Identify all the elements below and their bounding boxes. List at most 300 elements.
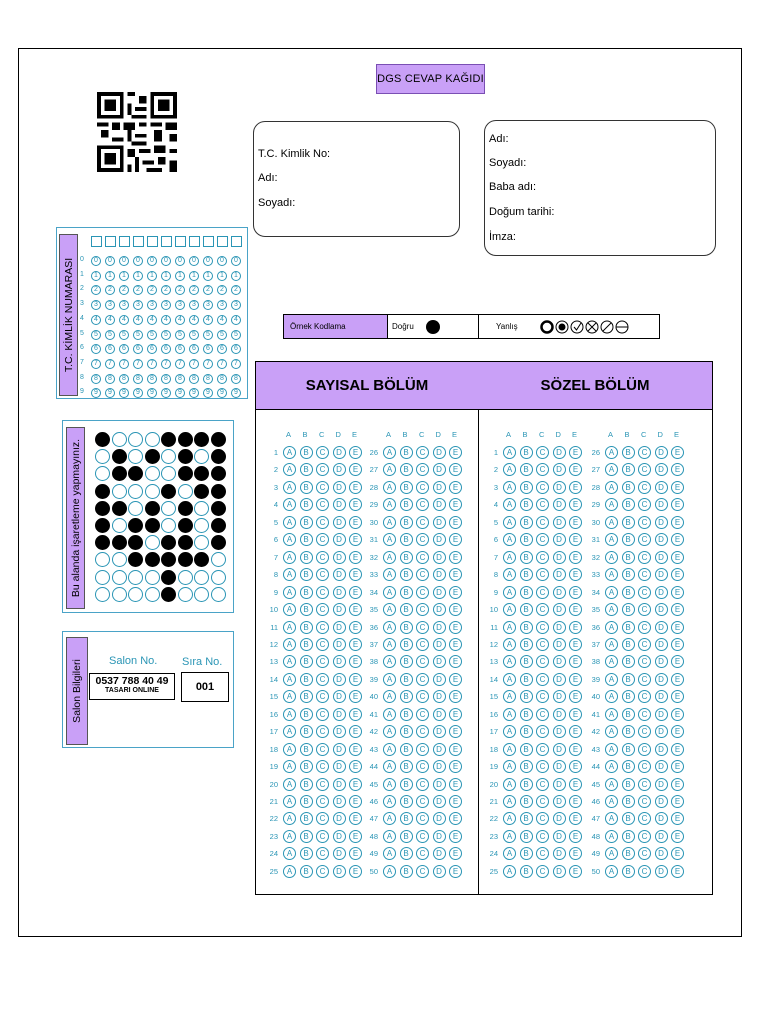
answer-bubble[interactable]: A	[283, 795, 296, 808]
answer-bubble[interactable]: D	[655, 481, 668, 494]
answer-bubble[interactable]: C	[316, 638, 329, 651]
answer-bubble[interactable]: C	[416, 533, 429, 546]
tc-digit-box[interactable]	[147, 236, 158, 247]
answer-bubble[interactable]: A	[283, 621, 296, 634]
answer-bubble[interactable]: C	[316, 812, 329, 825]
answer-bubble[interactable]: D	[553, 795, 566, 808]
answer-bubble[interactable]: B	[622, 795, 635, 808]
answer-bubble[interactable]: A	[383, 760, 396, 773]
answer-bubble[interactable]: A	[605, 760, 618, 773]
answer-bubble[interactable]: C	[536, 551, 549, 564]
answer-bubble[interactable]: B	[520, 725, 533, 738]
answer-bubble[interactable]: D	[655, 865, 668, 878]
answer-bubble[interactable]: A	[383, 830, 396, 843]
tc-digit-bubble[interactable]: 9	[105, 388, 115, 398]
answer-bubble[interactable]: D	[553, 481, 566, 494]
answer-bubble[interactable]: B	[520, 446, 533, 459]
answer-bubble[interactable]: C	[316, 690, 329, 703]
answer-bubble[interactable]: A	[283, 673, 296, 686]
tc-digit-box[interactable]	[175, 236, 186, 247]
tc-digit-box[interactable]	[161, 236, 172, 247]
answer-bubble[interactable]: B	[300, 655, 313, 668]
answer-bubble[interactable]: B	[400, 481, 413, 494]
answer-bubble[interactable]: E	[349, 847, 362, 860]
tc-digit-bubble[interactable]: 8	[217, 374, 227, 384]
tc-digit-bubble[interactable]: 2	[231, 285, 241, 295]
answer-bubble[interactable]: A	[605, 568, 618, 581]
answer-bubble[interactable]: D	[655, 847, 668, 860]
answer-bubble[interactable]: A	[605, 655, 618, 668]
answer-bubble[interactable]: C	[638, 847, 651, 860]
answer-bubble[interactable]: E	[449, 812, 462, 825]
answer-bubble[interactable]: C	[638, 795, 651, 808]
answer-bubble[interactable]: A	[503, 760, 516, 773]
answer-bubble[interactable]: C	[316, 498, 329, 511]
answer-bubble[interactable]: D	[433, 446, 446, 459]
answer-bubble[interactable]: E	[449, 603, 462, 616]
answer-bubble[interactable]: A	[283, 760, 296, 773]
tc-digit-bubble[interactable]: 8	[203, 374, 213, 384]
answer-bubble[interactable]: C	[416, 690, 429, 703]
tc-digit-bubble[interactable]: 0	[203, 256, 213, 266]
answer-bubble[interactable]: A	[383, 812, 396, 825]
answer-bubble[interactable]: E	[671, 463, 684, 476]
tc-digit-bubble[interactable]: 9	[231, 388, 241, 398]
answer-bubble[interactable]: A	[383, 655, 396, 668]
answer-bubble[interactable]: B	[520, 621, 533, 634]
answer-bubble[interactable]: A	[383, 533, 396, 546]
answer-bubble[interactable]: C	[316, 865, 329, 878]
answer-bubble[interactable]: E	[449, 690, 462, 703]
tc-digit-bubble[interactable]: 5	[91, 330, 101, 340]
answer-bubble[interactable]: A	[605, 463, 618, 476]
answer-bubble[interactable]: D	[655, 498, 668, 511]
tc-digit-bubble[interactable]: 8	[161, 374, 171, 384]
answer-bubble[interactable]: E	[671, 812, 684, 825]
answer-bubble[interactable]: D	[433, 638, 446, 651]
answer-bubble[interactable]: B	[622, 516, 635, 529]
answer-bubble[interactable]: E	[349, 830, 362, 843]
answer-bubble[interactable]: B	[520, 847, 533, 860]
answer-bubble[interactable]: D	[433, 708, 446, 721]
answer-bubble[interactable]: A	[503, 603, 516, 616]
answer-bubble[interactable]: A	[283, 463, 296, 476]
answer-bubble[interactable]: E	[349, 533, 362, 546]
answer-bubble[interactable]: D	[553, 446, 566, 459]
answer-bubble[interactable]: C	[638, 638, 651, 651]
answer-bubble[interactable]: B	[300, 621, 313, 634]
answer-bubble[interactable]: B	[300, 760, 313, 773]
answer-bubble[interactable]: B	[300, 638, 313, 651]
answer-bubble[interactable]: C	[416, 498, 429, 511]
tc-digit-box[interactable]	[231, 236, 242, 247]
answer-bubble[interactable]: A	[605, 690, 618, 703]
answer-bubble[interactable]: D	[553, 778, 566, 791]
answer-bubble[interactable]: C	[536, 533, 549, 546]
answer-bubble[interactable]: D	[655, 603, 668, 616]
answer-bubble[interactable]: D	[333, 568, 346, 581]
answer-bubble[interactable]: B	[400, 498, 413, 511]
tc-digit-bubble[interactable]: 2	[175, 285, 185, 295]
answer-bubble[interactable]: C	[416, 708, 429, 721]
tc-digit-box[interactable]	[189, 236, 200, 247]
answer-bubble[interactable]: C	[416, 795, 429, 808]
tc-digit-bubble[interactable]: 2	[217, 285, 227, 295]
answer-bubble[interactable]: D	[553, 830, 566, 843]
answer-bubble[interactable]: C	[638, 812, 651, 825]
tc-digit-bubble[interactable]: 3	[189, 300, 199, 310]
tc-digit-bubble[interactable]: 5	[105, 330, 115, 340]
answer-bubble[interactable]: B	[300, 812, 313, 825]
answer-bubble[interactable]: A	[283, 498, 296, 511]
answer-bubble[interactable]: A	[383, 673, 396, 686]
answer-bubble[interactable]: D	[553, 690, 566, 703]
answer-bubble[interactable]: B	[520, 690, 533, 703]
answer-bubble[interactable]: A	[283, 847, 296, 860]
answer-bubble[interactable]: B	[300, 865, 313, 878]
answer-bubble[interactable]: C	[536, 463, 549, 476]
answer-bubble[interactable]: D	[553, 586, 566, 599]
answer-bubble[interactable]: B	[622, 655, 635, 668]
answer-bubble[interactable]: B	[520, 778, 533, 791]
answer-bubble[interactable]: E	[671, 655, 684, 668]
answer-bubble[interactable]: D	[553, 847, 566, 860]
answer-bubble[interactable]: B	[400, 743, 413, 756]
answer-bubble[interactable]: E	[671, 568, 684, 581]
answer-bubble[interactable]: C	[638, 778, 651, 791]
answer-bubble[interactable]: D	[333, 481, 346, 494]
tc-digit-bubble[interactable]: 3	[147, 300, 157, 310]
answer-bubble[interactable]: B	[520, 498, 533, 511]
answer-bubble[interactable]: E	[671, 603, 684, 616]
answer-bubble[interactable]: B	[622, 446, 635, 459]
answer-bubble[interactable]: B	[400, 655, 413, 668]
answer-bubble[interactable]: A	[283, 725, 296, 738]
answer-bubble[interactable]: D	[333, 795, 346, 808]
answer-bubble[interactable]: A	[605, 847, 618, 860]
answer-bubble[interactable]: E	[349, 795, 362, 808]
answer-bubble[interactable]: E	[349, 463, 362, 476]
answer-bubble[interactable]: E	[349, 778, 362, 791]
answer-bubble[interactable]: B	[622, 498, 635, 511]
answer-bubble[interactable]: C	[536, 847, 549, 860]
answer-bubble[interactable]: E	[569, 760, 582, 773]
answer-bubble[interactable]: B	[520, 830, 533, 843]
answer-bubble[interactable]: E	[449, 481, 462, 494]
answer-bubble[interactable]: D	[655, 812, 668, 825]
answer-bubble[interactable]: E	[349, 586, 362, 599]
answer-bubble[interactable]: E	[569, 463, 582, 476]
tc-digit-bubble[interactable]: 7	[203, 359, 213, 369]
answer-bubble[interactable]: D	[553, 533, 566, 546]
answer-bubble[interactable]: E	[449, 760, 462, 773]
answer-bubble[interactable]: A	[383, 568, 396, 581]
answer-bubble[interactable]: C	[536, 586, 549, 599]
answer-bubble[interactable]: C	[316, 673, 329, 686]
answer-bubble[interactable]: C	[536, 795, 549, 808]
answer-bubble[interactable]: D	[433, 830, 446, 843]
tc-digit-bubble[interactable]: 4	[91, 315, 101, 325]
answer-bubble[interactable]: E	[349, 638, 362, 651]
answer-bubble[interactable]: A	[503, 463, 516, 476]
tc-digit-bubble[interactable]: 8	[175, 374, 185, 384]
tc-digit-bubble[interactable]: 4	[133, 315, 143, 325]
answer-bubble[interactable]: E	[449, 655, 462, 668]
answer-bubble[interactable]: D	[655, 463, 668, 476]
answer-bubble[interactable]: C	[316, 760, 329, 773]
answer-bubble[interactable]: A	[283, 481, 296, 494]
answer-bubble[interactable]: D	[553, 655, 566, 668]
answer-bubble[interactable]: D	[655, 638, 668, 651]
answer-bubble[interactable]: A	[283, 516, 296, 529]
answer-bubble[interactable]: C	[638, 830, 651, 843]
answer-bubble[interactable]: E	[569, 812, 582, 825]
answer-bubble[interactable]: D	[433, 795, 446, 808]
answer-bubble[interactable]: D	[655, 743, 668, 756]
answer-bubble[interactable]: A	[605, 603, 618, 616]
answer-bubble[interactable]: D	[433, 516, 446, 529]
answer-bubble[interactable]: D	[333, 812, 346, 825]
answer-bubble[interactable]: B	[300, 847, 313, 860]
answer-bubble[interactable]: D	[333, 621, 346, 634]
answer-bubble[interactable]: A	[605, 795, 618, 808]
answer-bubble[interactable]: A	[383, 638, 396, 651]
answer-bubble[interactable]: D	[655, 621, 668, 634]
tc-digit-box[interactable]	[119, 236, 130, 247]
answer-bubble[interactable]: C	[536, 865, 549, 878]
answer-bubble[interactable]: D	[433, 690, 446, 703]
answer-bubble[interactable]: E	[569, 673, 582, 686]
answer-bubble[interactable]: A	[605, 498, 618, 511]
answer-bubble[interactable]: E	[671, 725, 684, 738]
tc-digit-bubble[interactable]: 5	[133, 330, 143, 340]
tc-digit-bubble[interactable]: 0	[119, 256, 129, 266]
answer-bubble[interactable]: A	[383, 743, 396, 756]
answer-bubble[interactable]: B	[622, 812, 635, 825]
answer-bubble[interactable]: C	[416, 621, 429, 634]
answer-bubble[interactable]: D	[433, 743, 446, 756]
tc-digit-bubble[interactable]: 1	[203, 271, 213, 281]
answer-bubble[interactable]: B	[400, 725, 413, 738]
answer-bubble[interactable]: C	[416, 568, 429, 581]
answer-bubble[interactable]: A	[383, 586, 396, 599]
answer-bubble[interactable]: A	[283, 551, 296, 564]
answer-bubble[interactable]: A	[605, 830, 618, 843]
tc-digit-bubble[interactable]: 9	[203, 388, 213, 398]
answer-bubble[interactable]: C	[638, 673, 651, 686]
answer-bubble[interactable]: D	[433, 865, 446, 878]
answer-bubble[interactable]: A	[605, 812, 618, 825]
answer-bubble[interactable]: B	[400, 847, 413, 860]
answer-bubble[interactable]: D	[433, 673, 446, 686]
answer-bubble[interactable]: B	[300, 603, 313, 616]
answer-bubble[interactable]: E	[671, 847, 684, 860]
tc-digit-bubble[interactable]: 9	[91, 388, 101, 398]
answer-bubble[interactable]: D	[433, 847, 446, 860]
answer-bubble[interactable]: E	[349, 603, 362, 616]
answer-bubble[interactable]: E	[349, 743, 362, 756]
answer-bubble[interactable]: E	[449, 568, 462, 581]
answer-bubble[interactable]: A	[605, 621, 618, 634]
tc-digit-bubble[interactable]: 1	[147, 271, 157, 281]
answer-bubble[interactable]: E	[569, 725, 582, 738]
answer-bubble[interactable]: E	[671, 621, 684, 634]
answer-bubble[interactable]: C	[416, 446, 429, 459]
answer-bubble[interactable]: E	[671, 830, 684, 843]
tc-digit-bubble[interactable]: 7	[119, 359, 129, 369]
answer-bubble[interactable]: A	[383, 463, 396, 476]
answer-bubble[interactable]: B	[400, 708, 413, 721]
tc-digit-bubble[interactable]: 3	[133, 300, 143, 310]
answer-bubble[interactable]: B	[400, 621, 413, 634]
answer-bubble[interactable]: E	[449, 463, 462, 476]
tc-digit-bubble[interactable]: 5	[119, 330, 129, 340]
answer-bubble[interactable]: E	[449, 621, 462, 634]
answer-bubble[interactable]: D	[655, 586, 668, 599]
answer-bubble[interactable]: E	[671, 516, 684, 529]
answer-bubble[interactable]: A	[605, 586, 618, 599]
answer-bubble[interactable]: D	[655, 830, 668, 843]
answer-bubble[interactable]: A	[503, 690, 516, 703]
answer-bubble[interactable]: C	[536, 621, 549, 634]
tc-digit-bubble[interactable]: 7	[217, 359, 227, 369]
answer-bubble[interactable]: C	[638, 725, 651, 738]
answer-bubble[interactable]: C	[316, 743, 329, 756]
answer-bubble[interactable]: B	[300, 551, 313, 564]
answer-bubble[interactable]: E	[449, 551, 462, 564]
tc-digit-bubble[interactable]: 1	[189, 271, 199, 281]
answer-bubble[interactable]: D	[553, 551, 566, 564]
tc-digit-bubble[interactable]: 2	[189, 285, 199, 295]
answer-bubble[interactable]: B	[622, 621, 635, 634]
answer-bubble[interactable]: C	[536, 778, 549, 791]
answer-bubble[interactable]: B	[300, 463, 313, 476]
tc-digit-bubble[interactable]: 7	[231, 359, 241, 369]
answer-bubble[interactable]: A	[383, 725, 396, 738]
answer-bubble[interactable]: A	[383, 795, 396, 808]
answer-bubble[interactable]: D	[333, 498, 346, 511]
answer-bubble[interactable]: D	[433, 498, 446, 511]
tc-digit-bubble[interactable]: 2	[133, 285, 143, 295]
answer-bubble[interactable]: B	[520, 603, 533, 616]
answer-bubble[interactable]: B	[400, 603, 413, 616]
answer-bubble[interactable]: A	[383, 778, 396, 791]
answer-bubble[interactable]: A	[383, 516, 396, 529]
answer-bubble[interactable]: B	[300, 586, 313, 599]
answer-bubble[interactable]: D	[553, 568, 566, 581]
tc-digit-bubble[interactable]: 0	[189, 256, 199, 266]
answer-bubble[interactable]: E	[569, 655, 582, 668]
answer-bubble[interactable]: E	[349, 655, 362, 668]
answer-bubble[interactable]: D	[553, 621, 566, 634]
answer-bubble[interactable]: C	[316, 516, 329, 529]
answer-bubble[interactable]: A	[503, 743, 516, 756]
answer-bubble[interactable]: C	[536, 638, 549, 651]
answer-bubble[interactable]: E	[569, 865, 582, 878]
answer-bubble[interactable]: E	[671, 795, 684, 808]
answer-bubble[interactable]: B	[400, 463, 413, 476]
answer-bubble[interactable]: D	[553, 865, 566, 878]
answer-bubble[interactable]: B	[300, 446, 313, 459]
answer-bubble[interactable]: D	[333, 673, 346, 686]
answer-bubble[interactable]: B	[520, 708, 533, 721]
answer-bubble[interactable]: C	[536, 743, 549, 756]
answer-bubble[interactable]: C	[638, 446, 651, 459]
answer-bubble[interactable]: C	[316, 655, 329, 668]
answer-bubble[interactable]: B	[400, 638, 413, 651]
tc-digit-bubble[interactable]: 4	[161, 315, 171, 325]
answer-bubble[interactable]: E	[569, 498, 582, 511]
tc-digit-bubble[interactable]: 3	[161, 300, 171, 310]
answer-bubble[interactable]: B	[622, 568, 635, 581]
answer-bubble[interactable]: C	[416, 586, 429, 599]
answer-bubble[interactable]: B	[300, 743, 313, 756]
answer-bubble[interactable]: A	[383, 498, 396, 511]
tc-digit-bubble[interactable]: 9	[119, 388, 129, 398]
tc-digit-bubble[interactable]: 0	[217, 256, 227, 266]
answer-bubble[interactable]: D	[333, 463, 346, 476]
answer-bubble[interactable]: C	[416, 603, 429, 616]
answer-bubble[interactable]: A	[605, 533, 618, 546]
tc-digit-bubble[interactable]: 3	[105, 300, 115, 310]
answer-bubble[interactable]: A	[605, 673, 618, 686]
answer-bubble[interactable]: D	[333, 830, 346, 843]
answer-bubble[interactable]: B	[520, 795, 533, 808]
answer-bubble[interactable]: E	[671, 865, 684, 878]
answer-bubble[interactable]: D	[333, 586, 346, 599]
answer-bubble[interactable]: E	[569, 690, 582, 703]
answer-bubble[interactable]: B	[400, 516, 413, 529]
answer-bubble[interactable]: E	[449, 743, 462, 756]
answer-bubble[interactable]: E	[449, 725, 462, 738]
answer-bubble[interactable]: E	[349, 516, 362, 529]
answer-bubble[interactable]: E	[569, 551, 582, 564]
answer-bubble[interactable]: A	[605, 725, 618, 738]
answer-bubble[interactable]: B	[520, 481, 533, 494]
answer-bubble[interactable]: D	[433, 760, 446, 773]
answer-bubble[interactable]: C	[316, 551, 329, 564]
answer-bubble[interactable]: B	[622, 463, 635, 476]
tc-digit-bubble[interactable]: 6	[147, 344, 157, 354]
answer-bubble[interactable]: D	[333, 865, 346, 878]
tc-digit-bubble[interactable]: 5	[217, 330, 227, 340]
answer-bubble[interactable]: D	[333, 725, 346, 738]
answer-bubble[interactable]: A	[503, 778, 516, 791]
answer-bubble[interactable]: D	[655, 760, 668, 773]
answer-bubble[interactable]: A	[605, 638, 618, 651]
answer-bubble[interactable]: A	[283, 708, 296, 721]
answer-bubble[interactable]: C	[316, 830, 329, 843]
answer-bubble[interactable]: A	[605, 516, 618, 529]
answer-bubble[interactable]: E	[671, 743, 684, 756]
answer-bubble[interactable]: E	[671, 638, 684, 651]
tc-digit-bubble[interactable]: 5	[147, 330, 157, 340]
answer-bubble[interactable]: B	[622, 743, 635, 756]
answer-bubble[interactable]: B	[622, 603, 635, 616]
answer-bubble[interactable]: D	[333, 551, 346, 564]
tc-digit-bubble[interactable]: 3	[175, 300, 185, 310]
answer-bubble[interactable]: C	[638, 865, 651, 878]
answer-bubble[interactable]: D	[553, 603, 566, 616]
tc-digit-bubble[interactable]: 1	[175, 271, 185, 281]
answer-bubble[interactable]: E	[671, 673, 684, 686]
tc-digit-bubble[interactable]: 4	[175, 315, 185, 325]
answer-bubble[interactable]: C	[536, 725, 549, 738]
answer-bubble[interactable]: D	[333, 778, 346, 791]
answer-bubble[interactable]: E	[449, 847, 462, 860]
answer-bubble[interactable]: A	[283, 638, 296, 651]
answer-bubble[interactable]: D	[433, 725, 446, 738]
